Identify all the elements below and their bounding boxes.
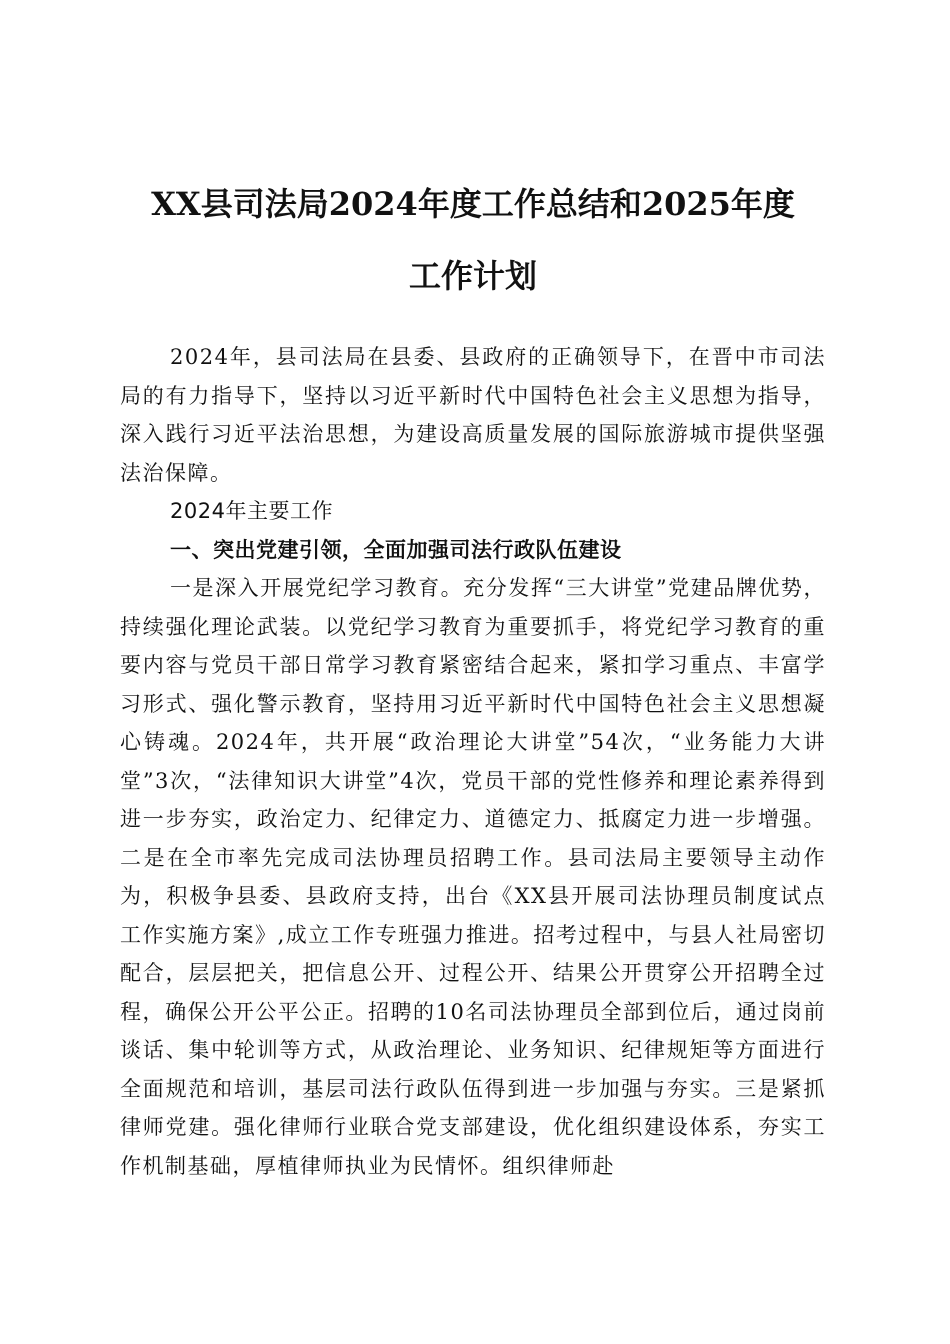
document-page (120, 168, 826, 1185)
title-line-1: XX县司法局2024年度工作总结和2025年度 (151, 185, 795, 223)
document-title (120, 168, 826, 312)
body-paragraph: 一是深入开展党纪学习教育。充分发挥“三大讲堂”党建品牌优势，持续强化理论武装。以党纪学习教育为重要抓手，将党纪学习教育的重要内容与党员干部日常学习教育紧密结合起来，紧扣学习重点、丰富学习形式、强化警示教育，坚持用习近平新时代中国特色社会主义思想凝心铸魂。2024年，共开展“政治理论大讲堂”54次，“业务能力大讲堂”3次，“法律知识大讲堂”4次，党员干部的党性修养和理论素养得到进一步夯实，政治定力、纪律定力、道德定力、抵腐定力进一步增强。二是在全市率先完成司法协理员招聘工作。县司法局主要领导主动作为，积极争县委、县政府支持，出台《XX县开展司法协理员制度试点工作实施方案》,成立工作专班强力推进。招考过程中，与县人社局密切配合，层层把关，把信息公开、过程公开、结果公开贯穿公开招聘全过程，确保公开公平公正。招聘的10名司法协理员全部到位后，通过岗前谈话、集中轮训等方式，从政治理论、业务知识、纪律规矩等方面进行全面规范和培训，基层司法行政队伍得到进一步加强与夯实。三是紧抓律师党建。强化律师行业联合党支部建设，优化组织建设体系，夯实工作机制基础，厚植律师执业为民情怀。组织律师赴 (120, 576, 826, 1178)
section-heading: 2024年主要工作 (170, 499, 333, 523)
title-line-2: 工作计划 (408, 257, 537, 295)
subsection-heading: 一、突出党建引领，全面加强司法行政队伍建设 (170, 537, 622, 562)
document-body (120, 338, 826, 1185)
intro-paragraph: 2024年，县司法局在县委、县政府的正确领导下，在晋中市司法局的有力指导下，坚持以习近平新时代中国特色社会主义思想为指导，深入践行习近平法治思想，为建设高质量发展的国际旅游城市提供坚强法治保障。 (120, 345, 826, 485)
